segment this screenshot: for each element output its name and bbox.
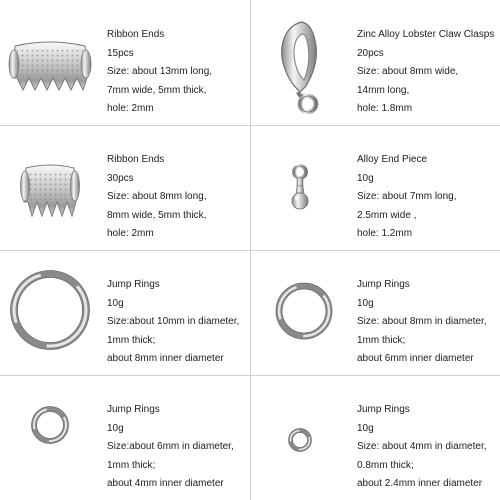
component-cell-ribbon-ends-15pcs — [0, 0, 250, 125]
component-quantity: 10g — [357, 422, 374, 434]
component-description — [107, 26, 249, 119]
component-name: Zinc Alloy Lobster Claw Clasps — [357, 29, 495, 40]
component-hole: hole: 1.2mm — [357, 228, 413, 240]
component-thickness: 1mm thick; — [357, 334, 406, 346]
component-cell-ribbon-ends-30pcs — [0, 125, 250, 250]
component-size-detail: 2.5mm wide , — [357, 209, 417, 221]
component-description — [357, 151, 499, 244]
component-description — [357, 276, 499, 369]
component-cell-jump-rings-6mm — [0, 375, 250, 500]
component-inner-diameter: about 4mm inner diameter — [107, 478, 224, 490]
jump-ring-icon — [287, 427, 313, 453]
jump-ring-icon — [8, 268, 92, 352]
component-size-detail: 7mm wide, 5mm thick, — [107, 84, 207, 96]
component-quantity: 20pcs — [357, 47, 384, 59]
component-quantity: 15pcs — [107, 47, 134, 59]
component-cell-lobster-claw-clasps — [250, 0, 500, 125]
component-size: Size: about 7mm long, — [357, 191, 457, 203]
component-quantity: 10g — [107, 422, 124, 434]
component-inner-diameter: about 6mm inner diameter — [357, 353, 474, 365]
component-thickness: 0.8mm thick; — [357, 459, 414, 471]
component-thickness: 1mm thick; — [107, 334, 156, 346]
component-size: Size: about 8mm in diameter, — [357, 316, 487, 328]
component-size: Size: about 8mm wide, — [357, 66, 459, 78]
jump-ring-icon — [274, 281, 334, 341]
component-quantity: 10g — [107, 297, 124, 309]
component-size: Size:about 6mm in diameter, — [107, 441, 234, 453]
component-name: Jump Rings — [107, 404, 160, 415]
component-name: Ribbon Ends — [107, 29, 165, 40]
component-size-detail: 8mm wide, 5mm thick, — [107, 209, 207, 221]
component-name: Jump Rings — [107, 279, 160, 290]
component-description — [107, 276, 249, 369]
component-hole: hole: 1.8mm — [357, 103, 413, 115]
component-description — [107, 401, 249, 494]
component-cell-alloy-end-piece — [250, 125, 500, 250]
component-quantity: 10g — [357, 297, 374, 309]
jump-ring-icon — [30, 405, 70, 445]
component-cell-jump-rings-4mm — [250, 375, 500, 500]
component-name: Ribbon Ends — [107, 154, 165, 165]
component-hole: hole: 2mm — [107, 228, 154, 240]
component-description — [357, 401, 499, 494]
component-thickness: 1mm thick; — [107, 459, 156, 471]
component-inner-diameter: about 8mm inner diameter — [107, 353, 224, 365]
alloy-end-piece-icon — [288, 163, 312, 217]
lobster-claw-clasp-icon — [272, 16, 332, 116]
component-cell-jump-rings-8mm — [250, 250, 500, 375]
ribbon-end-crimp-icon — [18, 162, 82, 222]
component-size: Size: about 8mm long, — [107, 191, 207, 203]
ribbon-end-crimp-icon — [5, 38, 95, 96]
component-name: Alloy End Piece — [357, 154, 428, 165]
component-size-detail: 14mm long, — [357, 84, 410, 96]
component-inner-diameter: about 2.4mm inner diameter — [357, 478, 483, 490]
component-cell-jump-rings-10mm — [0, 250, 250, 375]
component-hole: hole: 2mm — [107, 103, 154, 115]
component-size: Size:about 10mm in diameter, — [107, 316, 240, 328]
component-quantity: 30pcs — [107, 172, 134, 184]
component-size: Size: about 13mm long, — [107, 66, 213, 78]
component-description — [357, 26, 499, 119]
component-name: Jump Rings — [357, 404, 410, 415]
component-size: Size: about 4mm in diameter, — [357, 441, 487, 453]
component-name: Jump Rings — [357, 279, 410, 290]
component-quantity: 10g — [357, 172, 374, 184]
component-description — [107, 151, 249, 244]
